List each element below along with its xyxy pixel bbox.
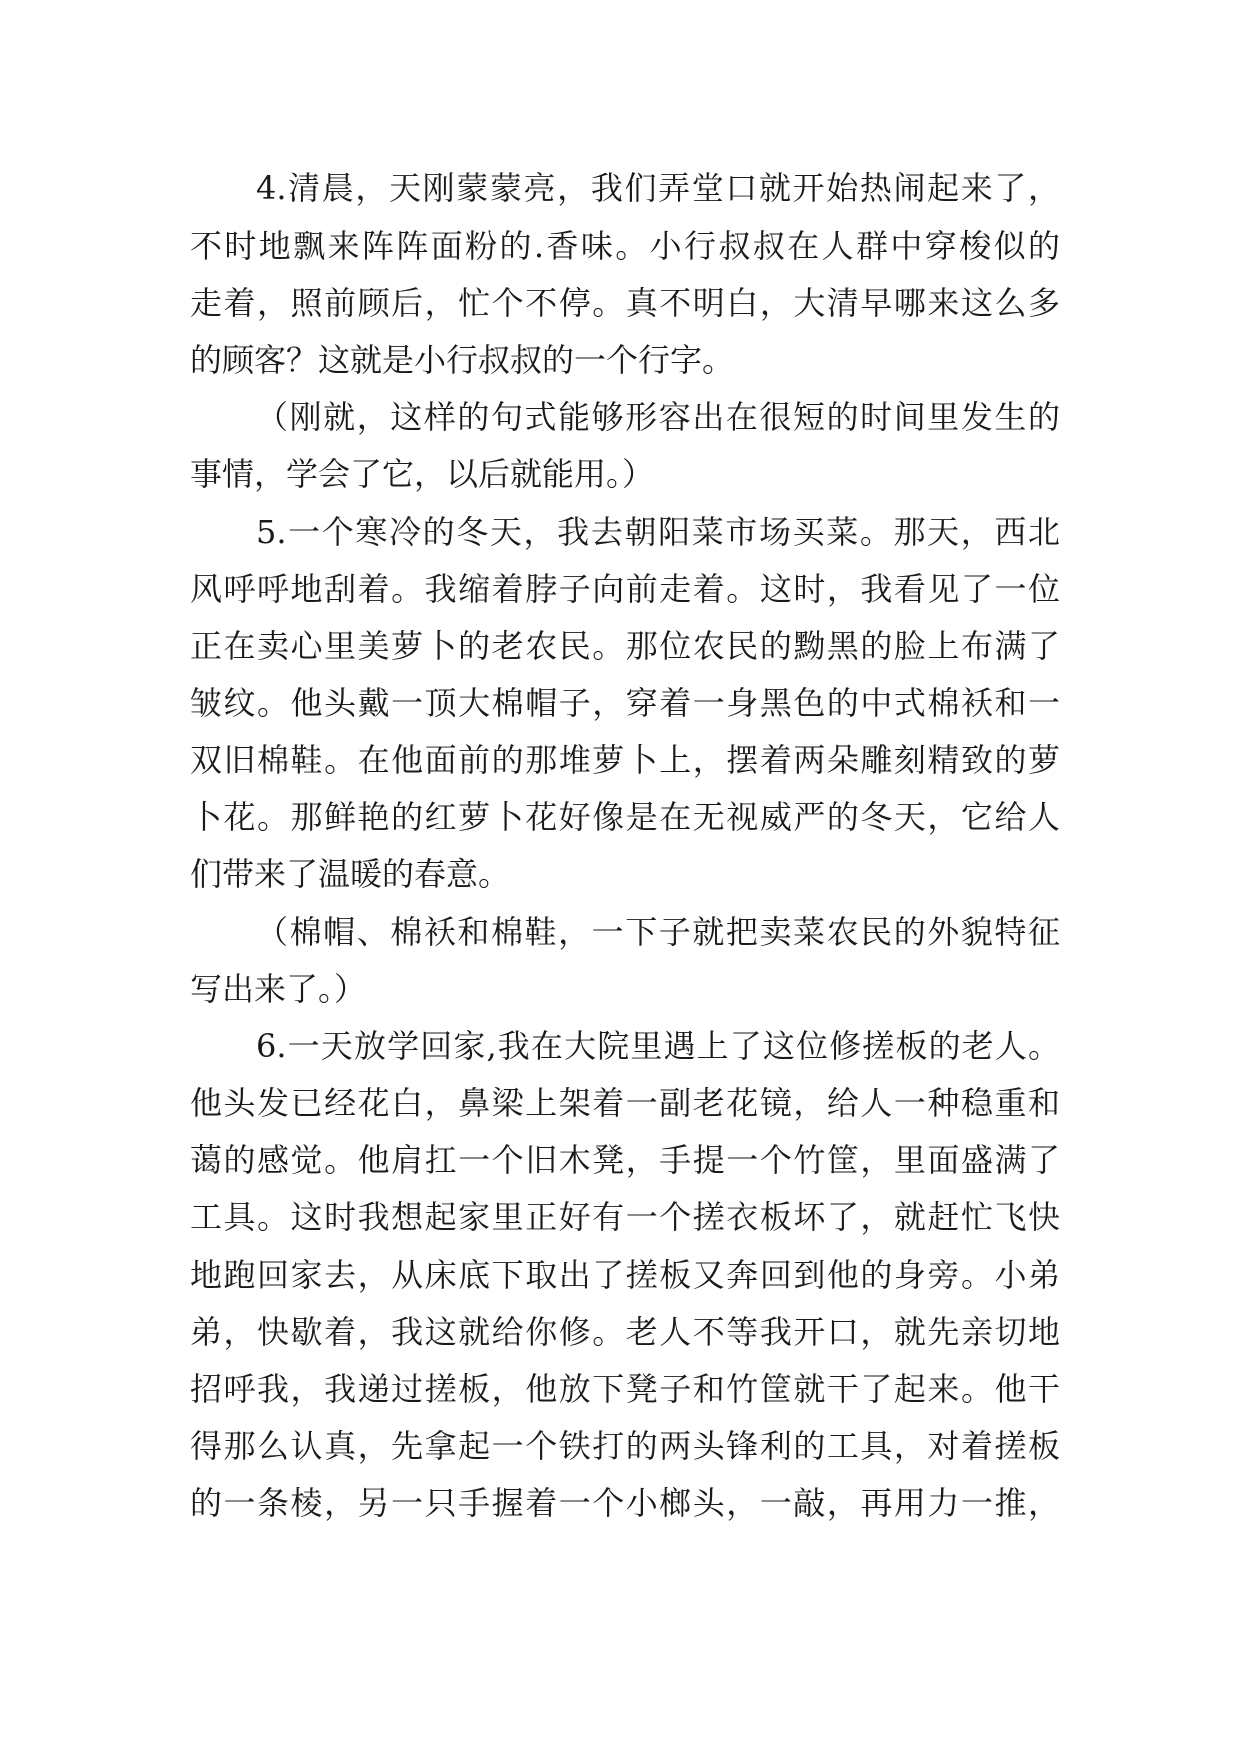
paragraph-4-line-4: 的顾客？这就是小行叔叔的一个行字。 bbox=[190, 341, 735, 379]
note-1-line-2: 事情，学会了它，以后就能用。） bbox=[190, 455, 655, 493]
note-2-line-1: （棉帽、棉袄和棉鞋，一下子就把卖菜农民的外貌特征 bbox=[256, 913, 1060, 951]
paragraph-5-line-6: 卜花。那鲜艳的红萝卜花好像是在无视威严的冬天，它给人 bbox=[190, 798, 1060, 836]
paragraph-6-line-5: 地跑回家去，从床底下取出了搓板又奔回到他的身旁。小弟 bbox=[190, 1256, 1060, 1294]
paragraph-5-line-7: 们带来了温暖的春意。 bbox=[190, 855, 511, 893]
paragraph-6-line-2: 他头发已经花白，鼻梁上架着一副老花镜，给人一种稳重和 bbox=[190, 1084, 1060, 1122]
paragraph-4-line-3: 走着，照前顾后，忙个不停。真不明白，大清早哪来这么多 bbox=[190, 284, 1060, 322]
paragraph-4-line-1: 4.清晨，天刚蒙蒙亮，我们弄堂口就开始热闹起来了， bbox=[256, 169, 1060, 207]
note-1-line-1: （刚就，这样的句式能够形容出在很短的时间里发生的 bbox=[256, 398, 1060, 436]
paragraph-6-line-9: 的一条棱，另一只手握着一个小榔头，一敲，再用力一推， bbox=[190, 1484, 1060, 1522]
paragraph-6-line-3: 蔼的感觉。他肩扛一个旧木凳，手提一个竹筐，里面盛满了 bbox=[190, 1141, 1060, 1179]
paragraph-6-line-8: 得那么认真，先拿起一个铁打的两头锋利的工具，对着搓板 bbox=[190, 1427, 1060, 1465]
note-2-line-2: 写出来了。） bbox=[190, 970, 367, 1008]
paragraph-4-line-2: 不时地飘来阵阵面粉的.香味。小行叔叔在人群中穿梭似的 bbox=[190, 227, 1060, 265]
paragraph-5-line-1: 5.一个寒冷的冬天，我去朝阳菜市场买菜。那天，西北 bbox=[256, 513, 1060, 551]
paragraph-6-line-4: 工具。这时我想起家里正好有一个搓衣板坏了，就赶忙飞快 bbox=[190, 1198, 1060, 1236]
paragraph-6-line-6: 弟，快歇着，我这就给你修。老人不等我开口，就先亲切地 bbox=[190, 1313, 1060, 1351]
paragraph-5-line-3: 正在卖心里美萝卜的老农民。那位农民的黝黑的脸上布满了 bbox=[190, 627, 1060, 665]
paragraph-6-line-1: 6.一天放学回家,我在大院里遇上了这位修搓板的老人。 bbox=[256, 1027, 1060, 1065]
paragraph-5-line-4: 皱纹。他头戴一顶大棉帽子，穿着一身黑色的中式棉袄和一 bbox=[190, 684, 1060, 722]
paragraph-6-line-7: 招呼我，我递过搓板，他放下凳子和竹筐就干了起来。他干 bbox=[190, 1370, 1060, 1408]
paragraph-5-line-2: 风呼呼地刮着。我缩着脖子向前走着。这时，我看见了一位 bbox=[190, 570, 1060, 608]
paragraph-5-line-5: 双旧棉鞋。在他面前的那堆萝卜上，摆着两朵雕刻精致的萝 bbox=[190, 741, 1060, 779]
